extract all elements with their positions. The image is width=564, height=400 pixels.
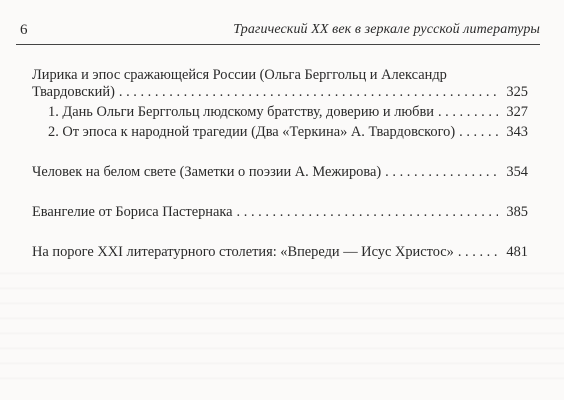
toc-entry-line [32,204,528,221]
dot-leader [438,104,498,121]
toc-entry-line [32,67,528,84]
toc-subentry-berggolts [32,104,528,121]
toc-entry-title: Человек на белом свете (Заметки о поэзии А. Межирова) [32,164,382,180]
toc-entry-line [48,124,528,141]
toc-page-number: 327 [506,104,528,120]
toc-entry-line [32,244,528,261]
toc-page-number: 343 [506,124,528,140]
dot-leader [119,84,498,101]
toc-entry-line [32,84,528,101]
toc-page-number: 385 [506,204,528,220]
toc-page-number: 481 [506,244,528,260]
toc-entry-pasternak [32,204,528,221]
toc-entry-lyric-epic [32,67,528,101]
dot-leader [385,164,498,181]
toc-page-number: 325 [506,84,528,100]
dot-leader [459,124,498,141]
toc-entry-line [48,104,528,121]
dot-leader [458,244,498,261]
toc-entry-title: Лирика и эпос сражающейся России (Ольга Берггольц и Александр [32,67,447,83]
dot-leader [237,204,498,221]
toc-page-number: 354 [506,164,528,180]
toc-entry-title: На пороге XXI литературного столетия: «Впереди — Исус Христос» [32,244,454,260]
running-title: Трагический XX век в зеркале русской литературы [233,22,540,37]
bleed-through-shadow [0,260,564,380]
toc-entry-xxi-century [32,244,528,261]
toc-entry-line [32,164,528,181]
table-of-contents [32,67,528,261]
page-header [16,20,540,45]
toc-entry-mezhirov [32,164,528,181]
toc-entry-title: 1. Дань Ольги Берггольц людскому братству, доверию и любви [48,104,434,120]
toc-entry-title-cont: Твардовский) [32,84,115,100]
toc-subentry-tvardovsky [32,124,528,141]
toc-entry-title: 2. От эпоса к народной трагедии (Два «Теркина» А. Твардовского) [48,124,456,140]
toc-entry-title: Евангелие от Бориса Пастернака [32,204,233,220]
page-number: 6 [20,22,28,38]
